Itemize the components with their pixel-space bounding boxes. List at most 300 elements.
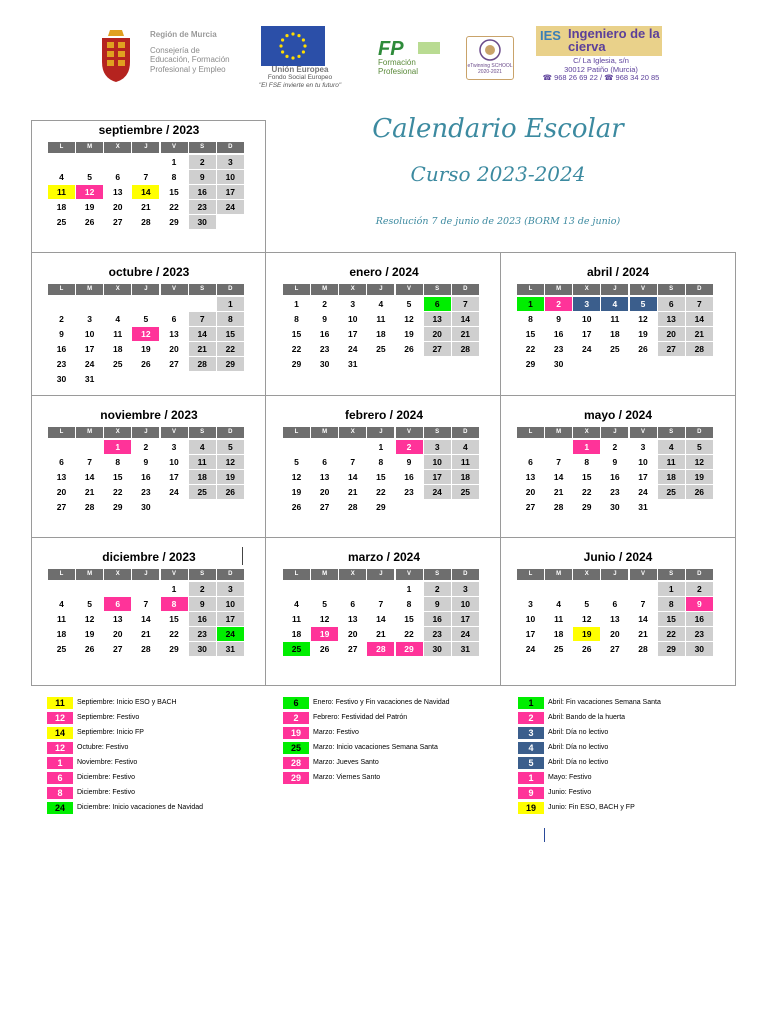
empty-day-cell (189, 372, 216, 386)
legend-day-badge: 1 (47, 757, 73, 769)
weekday-header-row (48, 284, 245, 297)
month-grid (48, 569, 245, 657)
day-cell: 22 (582, 487, 592, 498)
day-cell: 11 (554, 614, 564, 625)
day-cell: 9 (59, 329, 64, 340)
legend-day-badge: 1 (518, 697, 544, 709)
week-row (517, 582, 714, 597)
day-cell: 20 (56, 487, 67, 498)
weekday-header: D (452, 569, 479, 580)
empty-day-cell (217, 372, 244, 386)
day-cell: 27 (113, 644, 123, 655)
week-row (517, 500, 714, 515)
logo-ies-ingeniero-cierva (536, 26, 666, 84)
day-cell: 30 (319, 359, 330, 370)
day-cell: 16 (686, 612, 713, 626)
weekday-header: D (452, 427, 479, 438)
day-cell: 22 (525, 344, 536, 355)
logo-etwinning (466, 36, 514, 80)
month-october-2023 (32, 262, 266, 402)
day-cell: 3 (171, 442, 177, 452)
day-cell: 5 (322, 599, 327, 610)
day-cell: 10 (582, 314, 592, 325)
empty-day-cell (161, 500, 188, 514)
day-cell: 11 (48, 185, 75, 199)
day-cell: 26 (582, 644, 592, 655)
week-row (48, 185, 245, 200)
legend-day-badge: 2 (518, 712, 544, 724)
day-cell: 1 (378, 442, 384, 452)
day-cell: 24 (217, 627, 244, 641)
legend-item (283, 740, 513, 755)
day-cell: 29 (217, 357, 244, 371)
month-title: enero / 2024 (349, 265, 419, 279)
legend-description: Marzo: Festivo (313, 729, 359, 736)
legend-item (47, 740, 277, 755)
day-cell: 12 (291, 472, 302, 483)
day-cell: 21 (141, 202, 151, 213)
day-cell: 22 (169, 202, 179, 213)
weekday-header: D (217, 427, 244, 438)
day-cell: 14 (189, 327, 216, 341)
week-row (48, 500, 245, 515)
day-cell: 27 (525, 502, 536, 513)
day-cell: 5 (630, 297, 657, 311)
weekday-header: M (311, 284, 338, 295)
day-cell: 17 (217, 612, 244, 626)
day-cell: 21 (348, 487, 358, 498)
day-cell: 10 (217, 170, 244, 184)
week-row (283, 582, 480, 597)
week-row (48, 440, 245, 455)
day-cell: 11 (113, 329, 123, 340)
day-cell: 19 (291, 487, 302, 498)
day-cell: 8 (171, 172, 177, 183)
day-cell: 6 (322, 457, 327, 468)
week-row (48, 627, 245, 642)
day-cell: 25 (610, 344, 620, 355)
day-cell: 17 (348, 329, 358, 340)
day-cell: 31 (638, 502, 648, 513)
day-cell: 7 (452, 297, 479, 311)
month-title: abril / 2024 (586, 265, 650, 279)
month-title: Junio / 2024 (583, 550, 653, 564)
legend-item (518, 800, 748, 815)
day-cell: 9 (612, 457, 618, 468)
empty-day-cell (132, 155, 159, 169)
ue-name: Unión Europea (271, 65, 329, 74)
week-row (48, 372, 245, 387)
logo-region-murcia (96, 26, 236, 86)
day-cell: 29 (169, 217, 179, 228)
ue-fund: Fondo Social Europeo (267, 74, 333, 81)
day-cell: 22 (291, 344, 302, 355)
empty-day-cell (283, 582, 310, 596)
legend-item (47, 800, 277, 815)
day-cell: 18 (376, 329, 386, 340)
day-cell: 23 (610, 487, 620, 498)
day-cell: 5 (87, 172, 92, 183)
day-cell: 29 (525, 359, 536, 370)
month-december-2023 (32, 547, 266, 687)
week-row (517, 642, 714, 657)
day-cell: 16 (610, 472, 620, 483)
legend-item (518, 740, 748, 755)
day-cell: 16 (404, 472, 414, 483)
day-cell: 12 (638, 314, 648, 325)
day-cell: 21 (141, 629, 151, 640)
day-cell: 11 (610, 314, 620, 325)
day-cell: 27 (424, 342, 451, 356)
day-cell: 27 (610, 644, 620, 655)
legend-description: Junio: Fin ESO, BACH y FP (548, 804, 635, 811)
legend-day-badge: 24 (47, 802, 73, 814)
empty-day-cell (189, 297, 216, 311)
day-cell: 30 (141, 502, 151, 513)
month-title: marzo / 2024 (347, 550, 421, 564)
month-may-2024 (501, 405, 735, 545)
day-cell: 15 (525, 329, 536, 340)
weekday-header-row (283, 284, 480, 297)
etwinning-globe-icon (467, 37, 513, 63)
day-cell: 15 (582, 472, 592, 483)
weekday-header-row (517, 569, 714, 582)
day-cell: 28 (189, 357, 216, 371)
day-cell: 8 (528, 314, 533, 325)
day-cell: 17 (582, 329, 592, 340)
day-cell: 2 (545, 297, 572, 311)
day-cell: 6 (115, 172, 121, 183)
day-cell: 1 (517, 297, 544, 311)
week-row (283, 342, 480, 357)
day-cell: 16 (189, 185, 216, 199)
day-cell: 31 (217, 642, 244, 656)
day-cell: 6 (528, 457, 533, 468)
legend-description: Marzo: Inicio vacaciones Semana Santa (313, 744, 438, 751)
empty-day-cell (658, 500, 685, 514)
weekday-header: V (396, 284, 423, 295)
weekday-header: L (517, 284, 544, 295)
day-cell: 5 (584, 599, 590, 610)
day-cell: 19 (141, 344, 151, 355)
week-row (48, 612, 245, 627)
day-cell: 13 (424, 312, 451, 326)
day-cell: 8 (217, 312, 244, 326)
day-cell: 5 (217, 440, 244, 454)
week-row (517, 327, 714, 342)
legend-item (518, 710, 748, 725)
empty-day-cell (217, 215, 244, 229)
week-row (48, 327, 245, 342)
day-cell: 8 (378, 457, 384, 468)
empty-day-cell (686, 357, 713, 371)
day-cell: 6 (424, 297, 451, 311)
day-cell: 20 (610, 629, 620, 640)
legend-day-badge: 29 (283, 772, 309, 784)
day-cell: 29 (396, 642, 423, 656)
day-cell: 7 (686, 297, 713, 311)
week-row (48, 455, 245, 470)
empty-day-cell (76, 440, 103, 454)
week-row (517, 455, 714, 470)
empty-day-cell (132, 297, 159, 311)
day-cell: 26 (638, 344, 648, 355)
day-cell: 26 (291, 502, 302, 513)
legend-item (518, 755, 748, 770)
day-cell: 6 (104, 597, 131, 611)
day-cell: 1 (171, 584, 177, 594)
week-row (48, 357, 245, 372)
week-row (48, 297, 245, 312)
day-cell: 2 (189, 582, 216, 596)
day-cell: 14 (553, 472, 564, 483)
weekday-header: L (283, 284, 310, 295)
day-cell: 12 (84, 614, 95, 625)
day-cell: 19 (686, 470, 713, 484)
legend-day-badge: 4 (518, 742, 544, 754)
weekday-header: J (367, 427, 394, 438)
day-cell: 27 (319, 502, 330, 513)
month-grid (48, 142, 245, 230)
weekday-header-row (48, 427, 245, 440)
weekday-header-row (517, 427, 714, 440)
weekday-header: S (189, 142, 216, 153)
day-cell: 5 (686, 440, 713, 454)
day-cell: 6 (59, 457, 64, 468)
empty-day-cell (367, 357, 394, 371)
logo-union-europea (255, 24, 345, 94)
legend-description: Septiembre: Inicio FP (77, 729, 144, 736)
day-cell: 25 (658, 485, 685, 499)
day-cell: 2 (686, 582, 713, 596)
ies-phones: ☎ 968 26 69 22 / ☎ 968 34 20 85 (542, 73, 660, 82)
legend-description: Abril: Día no lectivo (548, 759, 609, 766)
day-cell: 2 (322, 299, 327, 309)
weekday-header: M (76, 142, 103, 153)
day-cell: 30 (189, 215, 216, 229)
week-row (517, 597, 714, 612)
day-cell: 30 (610, 502, 620, 513)
day-cell: 22 (113, 487, 123, 498)
day-cell: 20 (113, 202, 123, 213)
legend-description: Diciembre: Inicio vacaciones de Navidad (77, 804, 204, 811)
day-cell: 7 (640, 599, 646, 610)
empty-day-cell (601, 582, 628, 596)
empty-day-cell (658, 357, 685, 371)
day-cell: 9 (406, 457, 412, 468)
day-cell: 19 (638, 329, 648, 340)
month-june-2024 (501, 547, 735, 687)
legend-description: Junio: Festivo (548, 789, 592, 796)
day-cell: 15 (658, 612, 685, 626)
legend-day-badge: 12 (47, 712, 73, 724)
day-cell: 11 (56, 614, 66, 625)
day-cell: 3 (217, 582, 244, 596)
day-cell: 21 (452, 327, 479, 341)
legend-day-badge: 6 (283, 697, 309, 709)
weekday-header: S (658, 284, 685, 295)
day-cell: 3 (217, 155, 244, 169)
ue-motto: "El FSE invierte en tu futuro" (258, 82, 342, 89)
day-cell: 16 (319, 329, 330, 340)
legend-description: Febrero: Festividad del Patrón (313, 714, 408, 721)
month-grid (283, 284, 480, 372)
day-cell: 3 (528, 599, 533, 610)
month-november-2023 (32, 405, 266, 545)
weekday-header: X (339, 569, 366, 580)
day-cell: 25 (452, 485, 479, 499)
month-grid (48, 427, 245, 515)
day-cell: 10 (525, 614, 536, 625)
day-cell: 13 (169, 329, 179, 340)
weekday-header-row (517, 284, 714, 297)
empty-day-cell (48, 582, 75, 596)
month-grid (283, 569, 480, 657)
eu-flag-icon (261, 26, 325, 66)
day-cell: 13 (319, 472, 330, 483)
day-cell: 23 (141, 487, 151, 498)
week-row (48, 582, 245, 597)
week-row (517, 612, 714, 627)
legend-description: Mayo: Festivo (548, 774, 592, 781)
day-cell: 31 (348, 359, 358, 370)
legend-item (47, 785, 277, 800)
weekday-header: D (686, 427, 713, 438)
day-cell: 21 (686, 327, 713, 341)
legend-day-badge: 3 (518, 727, 544, 739)
legend-day-badge: 19 (518, 802, 544, 814)
day-cell: 22 (404, 629, 414, 640)
day-cell: 4 (115, 314, 121, 325)
weekday-header: M (545, 427, 572, 438)
empty-day-cell (339, 440, 366, 454)
week-row (283, 455, 480, 470)
day-cell: 15 (217, 327, 244, 341)
day-cell: 19 (404, 329, 414, 340)
week-row (48, 597, 245, 612)
day-cell: 12 (319, 614, 330, 625)
day-cell: 24 (638, 487, 648, 498)
day-cell: 5 (143, 314, 149, 325)
calendar-title: Calendario Escolar (372, 114, 624, 144)
legend-description: Marzo: Jueves Santo (313, 759, 379, 766)
day-cell: 28 (348, 502, 358, 513)
day-cell: 30 (56, 374, 67, 385)
day-cell: 26 (686, 485, 713, 499)
empty-day-cell (424, 500, 451, 514)
week-row (48, 470, 245, 485)
weekday-header: S (424, 427, 451, 438)
week-row (48, 200, 245, 215)
empty-day-cell (76, 582, 103, 596)
day-cell: 1 (658, 582, 685, 596)
day-cell: 12 (217, 455, 244, 469)
day-cell: 11 (291, 614, 301, 625)
day-cell: 13 (348, 614, 358, 625)
empty-day-cell (132, 582, 159, 596)
day-cell: 5 (406, 299, 412, 309)
week-row (517, 470, 714, 485)
weekday-header: D (686, 284, 713, 295)
fp-mark-text: FP (378, 38, 404, 58)
day-cell: 15 (376, 472, 386, 483)
day-cell: 15 (291, 329, 302, 340)
empty-day-cell (573, 582, 600, 596)
weekday-header: D (686, 569, 713, 580)
day-cell: 10 (84, 329, 95, 340)
day-cell: 29 (169, 644, 179, 655)
empty-day-cell (545, 440, 572, 454)
legend-item (283, 725, 513, 740)
day-cell: 14 (132, 185, 159, 199)
weekday-header: V (396, 569, 423, 580)
day-cell: 17 (638, 472, 648, 483)
weekday-header: S (424, 569, 451, 580)
week-row (283, 485, 480, 500)
day-cell: 19 (573, 627, 600, 641)
month-title: mayo / 2024 (583, 408, 653, 422)
course-title: Curso 2023-2024 (410, 162, 586, 186)
weekday-header: J (601, 569, 628, 580)
day-cell: 24 (582, 344, 592, 355)
legend-column-2 (283, 695, 513, 785)
legend-item (283, 770, 513, 785)
empty-day-cell (161, 297, 188, 311)
legend-description: Septiembre: Inicio ESO y BACH (77, 699, 177, 706)
day-cell: 5 (87, 599, 92, 610)
empty-day-cell (311, 440, 338, 454)
day-cell: 23 (424, 627, 451, 641)
day-cell: 18 (189, 470, 216, 484)
day-cell: 9 (189, 597, 216, 611)
day-cell: 4 (556, 599, 561, 610)
day-cell: 26 (217, 485, 244, 499)
empty-day-cell (76, 297, 103, 311)
weekday-header: M (545, 569, 572, 580)
weekday-header-row (283, 569, 480, 582)
month-title: diciembre / 2023 (102, 550, 196, 564)
day-cell: 12 (404, 314, 414, 325)
day-cell: 10 (452, 597, 479, 611)
ies-address-city: 30012 Patiño (Murcia) (564, 64, 638, 74)
day-cell: 13 (658, 312, 685, 326)
legend-description: Noviembre: Festivo (77, 759, 138, 766)
empty-day-cell (189, 500, 216, 514)
weekday-header: M (76, 569, 103, 580)
day-cell: 26 (84, 644, 95, 655)
month-title: febrero / 2024 (344, 408, 424, 422)
day-cell: 8 (584, 457, 590, 468)
day-cell: 7 (556, 457, 561, 468)
day-cell: 7 (378, 599, 384, 610)
empty-day-cell (396, 500, 423, 514)
empty-day-cell (452, 357, 479, 371)
week-row (517, 440, 714, 455)
day-cell: 4 (452, 440, 479, 454)
day-cell: 25 (376, 344, 386, 355)
legend-item (518, 785, 748, 800)
legend-day-badge: 11 (47, 697, 73, 709)
murcia-department: Consejería de Educación, Formación Profesional y Empleo (150, 45, 230, 74)
day-cell: 14 (686, 312, 713, 326)
week-row (283, 627, 480, 642)
empty-day-cell (517, 440, 544, 454)
weekday-header: L (517, 427, 544, 438)
weekday-header: M (311, 569, 338, 580)
day-cell: 23 (56, 359, 67, 370)
weekday-header: V (161, 569, 188, 580)
week-row (517, 297, 714, 312)
